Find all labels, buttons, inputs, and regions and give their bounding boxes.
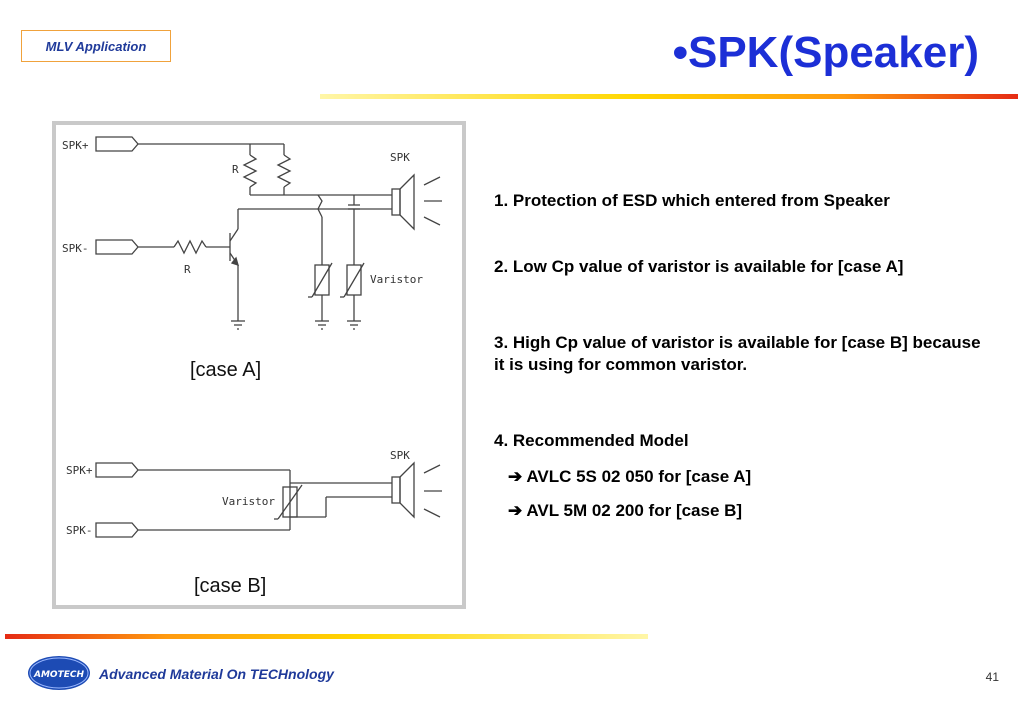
section-tag — [21, 30, 171, 62]
footer-bar — [5, 634, 648, 639]
spk-minus-connector-a — [96, 240, 138, 254]
speaker-a-cone — [400, 175, 414, 229]
slide-title: •SPK(Speaker) — [672, 28, 979, 77]
speaker-b-body — [392, 477, 400, 503]
label-spk-plus-a: SPK+ — [62, 139, 89, 152]
spk-plus-connector-a — [96, 137, 138, 151]
label-spk-b: SPK — [390, 449, 410, 462]
list-item-4: 4. Recommended Model — [494, 431, 689, 450]
label-r-series: R — [184, 263, 191, 276]
model-label: AVLC 5S 02 050 for [case A] — [526, 467, 752, 486]
resistor-right — [278, 155, 290, 187]
list-item-2: 2. Low Cp value of varistor is available for [case A] — [494, 257, 904, 276]
list-item-1: 1. Protection of ESD which entered from Speaker — [494, 191, 890, 210]
section-tag-label: MLV Application — [45, 38, 147, 54]
page-number: 41 — [985, 670, 999, 684]
company-name: Advanced Material On TECHnology — [99, 666, 334, 682]
logo-text: AMOTECH — [34, 670, 84, 680]
case-b-caption: [case B] — [194, 575, 267, 597]
label-spk-a: SPK — [390, 151, 410, 164]
label-spk-minus-a: SPK- — [62, 242, 89, 255]
arrow-icon: ➔ — [508, 467, 523, 486]
description-list — [494, 190, 994, 522]
resistor-left — [244, 155, 256, 187]
label-spk-minus-b: SPK- — [66, 524, 93, 537]
label-spk-plus-b: SPK+ — [66, 464, 93, 477]
model-item — [494, 500, 994, 522]
circuit-diagram-panel — [52, 121, 466, 609]
case-a-caption: [case A] — [190, 359, 262, 381]
speaker-a-body — [392, 189, 400, 215]
model-item — [494, 466, 994, 488]
list-item-3: 3. High Cp value of varistor is available for [case B] because it is using for common varistor. — [494, 333, 981, 374]
spk-plus-connector-b — [96, 463, 138, 477]
title-underline — [320, 94, 1018, 99]
arrow-icon: ➔ — [508, 501, 523, 520]
spk-minus-connector-b — [96, 523, 138, 537]
label-varistor-a: Varistor — [370, 273, 423, 286]
label-r-top: R — [232, 163, 239, 176]
series-resistor — [174, 241, 206, 253]
label-varistor-b: Varistor — [222, 495, 275, 508]
speaker-b-cone — [400, 463, 414, 517]
amotech-logo-icon — [27, 654, 91, 692]
model-label: AVL 5M 02 200 for [case B] — [526, 501, 743, 520]
